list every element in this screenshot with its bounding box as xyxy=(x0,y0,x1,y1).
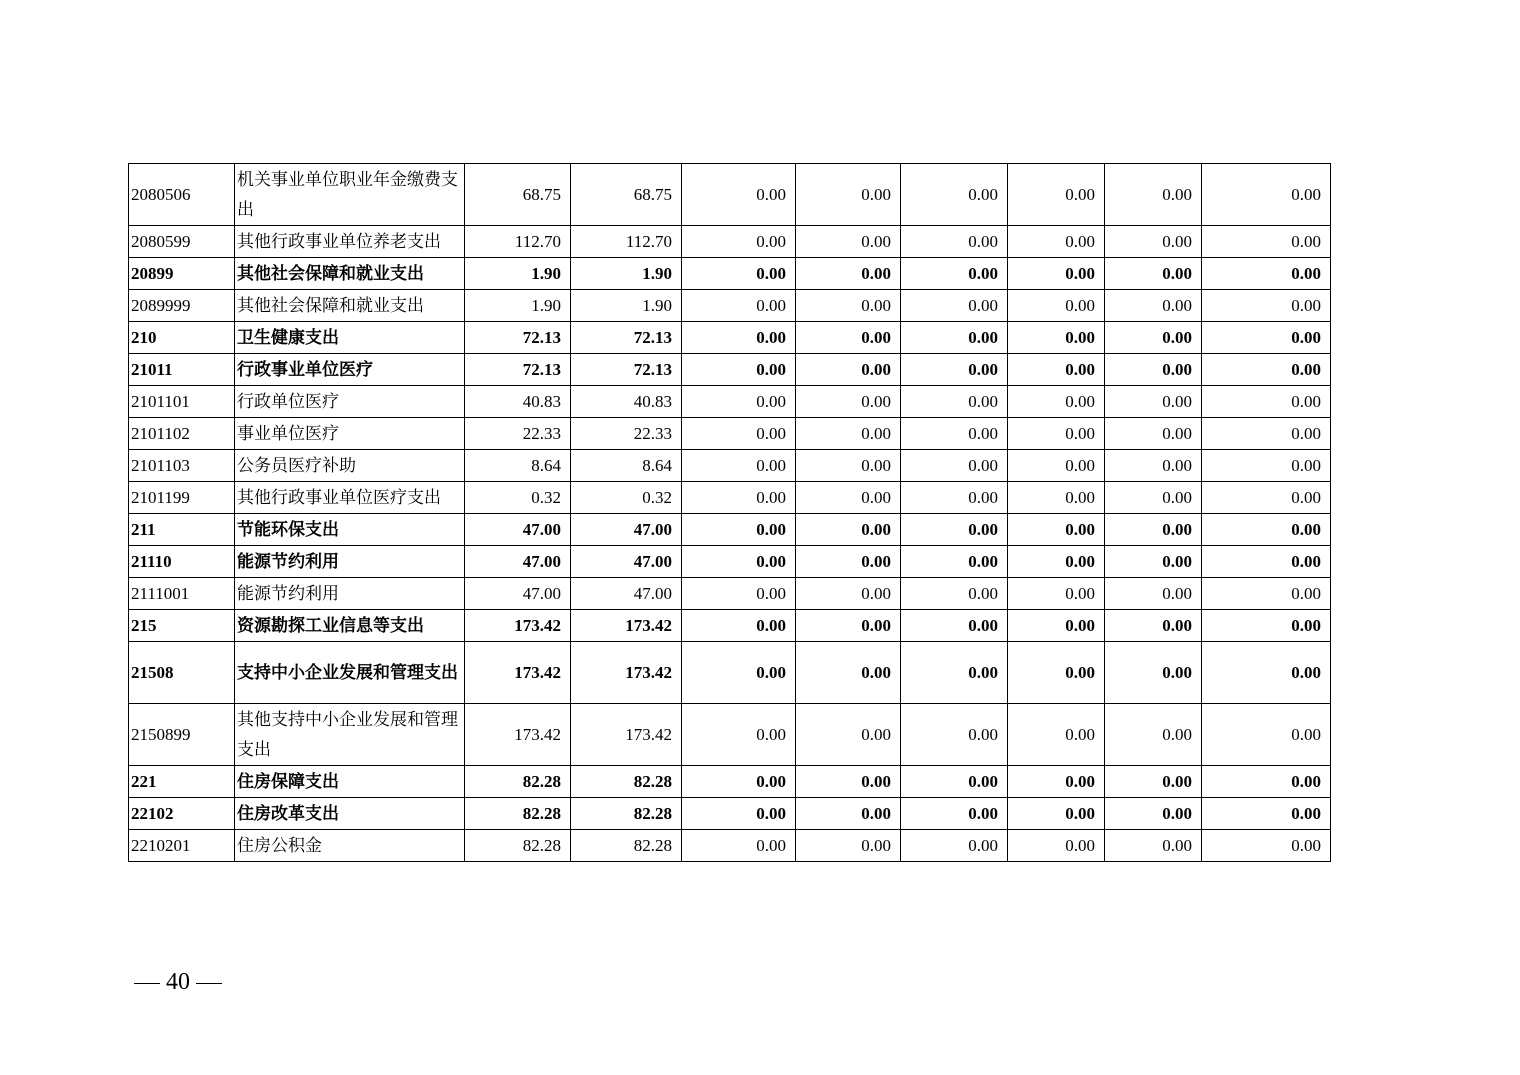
table-row xyxy=(129,226,1331,258)
cell-amount: 72.13 xyxy=(465,322,571,354)
cell-amount: 0.00 xyxy=(1105,482,1202,514)
cell-amount: 1.90 xyxy=(465,290,571,322)
cell-code: 2101102 xyxy=(129,418,235,450)
cell-amount: 0.00 xyxy=(796,642,901,704)
cell-amount: 0.00 xyxy=(901,514,1008,546)
cell-amount: 0.00 xyxy=(1105,766,1202,798)
cell-amount: 0.00 xyxy=(682,704,796,766)
cell-amount: 0.00 xyxy=(796,546,901,578)
cell-amount: 0.00 xyxy=(682,830,796,862)
cell-amount: 0.00 xyxy=(901,418,1008,450)
table-row xyxy=(129,386,1331,418)
cell-amount: 0.00 xyxy=(1202,514,1331,546)
cell-name: 卫生健康支出 xyxy=(235,322,465,354)
cell-code: 2089999 xyxy=(129,290,235,322)
table-row xyxy=(129,164,1331,226)
cell-code: 2101101 xyxy=(129,386,235,418)
cell-amount: 0.00 xyxy=(682,482,796,514)
cell-amount: 0.00 xyxy=(1105,354,1202,386)
table-row xyxy=(129,514,1331,546)
cell-amount: 0.00 xyxy=(796,482,901,514)
cell-name: 机关事业单位职业年金缴费支出 xyxy=(235,164,465,226)
cell-amount: 0.00 xyxy=(682,354,796,386)
table-row xyxy=(129,290,1331,322)
cell-amount: 0.00 xyxy=(796,226,901,258)
cell-amount: 0.00 xyxy=(1008,514,1105,546)
cell-amount: 112.70 xyxy=(465,226,571,258)
cell-amount: 173.42 xyxy=(465,704,571,766)
cell-amount: 1.90 xyxy=(465,258,571,290)
cell-amount: 82.28 xyxy=(465,766,571,798)
cell-amount: 0.00 xyxy=(1008,578,1105,610)
cell-amount: 82.28 xyxy=(465,830,571,862)
cell-amount: 0.00 xyxy=(1008,704,1105,766)
cell-amount: 0.00 xyxy=(796,766,901,798)
table-row xyxy=(129,258,1331,290)
cell-amount: 0.00 xyxy=(1202,418,1331,450)
cell-amount: 0.00 xyxy=(796,258,901,290)
cell-name: 其他社会保障和就业支出 xyxy=(235,258,465,290)
cell-amount: 0.00 xyxy=(1105,418,1202,450)
cell-name: 住房改革支出 xyxy=(235,798,465,830)
cell-code: 2150899 xyxy=(129,704,235,766)
cell-amount: 0.00 xyxy=(682,766,796,798)
cell-code: 210 xyxy=(129,322,235,354)
cell-amount: 40.83 xyxy=(571,386,682,418)
cell-amount: 0.00 xyxy=(1105,322,1202,354)
page-number: 40 xyxy=(166,969,190,995)
cell-amount: 1.90 xyxy=(571,258,682,290)
cell-code: 2080599 xyxy=(129,226,235,258)
cell-amount: 72.13 xyxy=(571,354,682,386)
cell-code: 22102 xyxy=(129,798,235,830)
cell-amount: 47.00 xyxy=(465,578,571,610)
cell-amount: 0.00 xyxy=(1008,482,1105,514)
cell-amount: 0.00 xyxy=(1008,354,1105,386)
cell-amount: 0.00 xyxy=(1008,798,1105,830)
cell-amount: 0.00 xyxy=(1202,704,1331,766)
cell-amount: 0.00 xyxy=(1105,578,1202,610)
cell-amount: 0.00 xyxy=(1202,258,1331,290)
budget-table xyxy=(128,163,1331,862)
cell-amount: 0.00 xyxy=(901,164,1008,226)
cell-amount: 82.28 xyxy=(571,766,682,798)
cell-amount: 72.13 xyxy=(571,322,682,354)
cell-amount: 82.28 xyxy=(571,830,682,862)
cell-amount: 0.00 xyxy=(796,798,901,830)
cell-code: 2210201 xyxy=(129,830,235,862)
footer-dash-right xyxy=(196,983,222,984)
cell-amount: 0.00 xyxy=(682,258,796,290)
cell-amount: 0.00 xyxy=(796,830,901,862)
cell-amount: 82.28 xyxy=(465,798,571,830)
cell-name: 能源节约利用 xyxy=(235,578,465,610)
cell-amount: 0.00 xyxy=(796,514,901,546)
cell-amount: 0.00 xyxy=(682,418,796,450)
cell-amount: 8.64 xyxy=(465,450,571,482)
cell-amount: 0.00 xyxy=(796,386,901,418)
cell-amount: 68.75 xyxy=(571,164,682,226)
cell-amount: 0.00 xyxy=(901,766,1008,798)
cell-amount: 0.00 xyxy=(1202,610,1331,642)
cell-amount: 0.00 xyxy=(1202,354,1331,386)
cell-amount: 0.00 xyxy=(1105,610,1202,642)
cell-amount: 0.00 xyxy=(682,322,796,354)
cell-amount: 0.00 xyxy=(1202,386,1331,418)
cell-amount: 173.42 xyxy=(571,642,682,704)
cell-name: 其他社会保障和就业支出 xyxy=(235,290,465,322)
cell-amount: 68.75 xyxy=(465,164,571,226)
cell-amount: 0.00 xyxy=(1105,450,1202,482)
cell-amount: 0.00 xyxy=(1008,386,1105,418)
cell-amount: 0.00 xyxy=(796,418,901,450)
table-body xyxy=(129,164,1331,862)
cell-amount: 0.00 xyxy=(1105,704,1202,766)
cell-code: 21110 xyxy=(129,546,235,578)
cell-code: 2080506 xyxy=(129,164,235,226)
table-row xyxy=(129,642,1331,704)
cell-amount: 47.00 xyxy=(571,514,682,546)
cell-amount: 0.00 xyxy=(1008,258,1105,290)
cell-name: 行政事业单位医疗 xyxy=(235,354,465,386)
cell-code: 2101199 xyxy=(129,482,235,514)
cell-amount: 0.00 xyxy=(901,798,1008,830)
cell-name: 公务员医疗补助 xyxy=(235,450,465,482)
table-row xyxy=(129,830,1331,862)
cell-code: 2111001 xyxy=(129,578,235,610)
cell-amount: 0.00 xyxy=(1105,226,1202,258)
cell-amount: 0.00 xyxy=(1202,164,1331,226)
cell-amount: 0.00 xyxy=(682,546,796,578)
cell-amount: 0.32 xyxy=(571,482,682,514)
cell-amount: 0.00 xyxy=(1105,830,1202,862)
cell-amount: 0.00 xyxy=(796,290,901,322)
cell-amount: 47.00 xyxy=(465,546,571,578)
cell-amount: 0.00 xyxy=(1105,798,1202,830)
cell-amount: 0.00 xyxy=(1008,610,1105,642)
cell-amount: 0.00 xyxy=(796,450,901,482)
table-row xyxy=(129,418,1331,450)
cell-amount: 0.00 xyxy=(1202,642,1331,704)
cell-amount: 72.13 xyxy=(465,354,571,386)
cell-amount: 0.00 xyxy=(1202,290,1331,322)
cell-code: 20899 xyxy=(129,258,235,290)
cell-amount: 22.33 xyxy=(465,418,571,450)
cell-amount: 0.00 xyxy=(682,514,796,546)
table-row xyxy=(129,450,1331,482)
cell-name: 事业单位医疗 xyxy=(235,418,465,450)
cell-amount: 0.00 xyxy=(682,164,796,226)
cell-code: 221 xyxy=(129,766,235,798)
cell-code: 21011 xyxy=(129,354,235,386)
cell-code: 215 xyxy=(129,610,235,642)
cell-amount: 0.00 xyxy=(1202,482,1331,514)
cell-amount: 0.00 xyxy=(901,290,1008,322)
cell-amount: 0.00 xyxy=(1202,546,1331,578)
cell-amount: 0.00 xyxy=(682,798,796,830)
cell-name: 其他行政事业单位医疗支出 xyxy=(235,482,465,514)
cell-amount: 47.00 xyxy=(571,546,682,578)
table-row xyxy=(129,322,1331,354)
cell-amount: 0.00 xyxy=(1008,450,1105,482)
cell-amount: 0.00 xyxy=(1105,290,1202,322)
cell-amount: 0.00 xyxy=(901,610,1008,642)
cell-amount: 1.90 xyxy=(571,290,682,322)
cell-amount: 82.28 xyxy=(571,798,682,830)
cell-amount: 47.00 xyxy=(571,578,682,610)
cell-amount: 0.00 xyxy=(682,386,796,418)
cell-amount: 0.00 xyxy=(682,290,796,322)
cell-amount: 0.00 xyxy=(901,642,1008,704)
cell-name: 支持中小企业发展和管理支出 xyxy=(235,642,465,704)
cell-amount: 0.00 xyxy=(1105,514,1202,546)
cell-amount: 0.00 xyxy=(1008,226,1105,258)
table-row xyxy=(129,546,1331,578)
cell-amount: 0.00 xyxy=(682,226,796,258)
cell-name: 节能环保支出 xyxy=(235,514,465,546)
cell-amount: 0.00 xyxy=(1105,258,1202,290)
cell-amount: 0.32 xyxy=(465,482,571,514)
cell-amount: 0.00 xyxy=(901,546,1008,578)
cell-amount: 0.00 xyxy=(1008,766,1105,798)
cell-amount: 0.00 xyxy=(1008,322,1105,354)
cell-amount: 0.00 xyxy=(682,610,796,642)
cell-amount: 112.70 xyxy=(571,226,682,258)
cell-amount: 0.00 xyxy=(901,704,1008,766)
page-footer xyxy=(128,965,228,999)
cell-amount: 0.00 xyxy=(682,578,796,610)
cell-amount: 173.42 xyxy=(465,610,571,642)
cell-amount: 0.00 xyxy=(901,322,1008,354)
cell-amount: 0.00 xyxy=(1105,546,1202,578)
cell-amount: 173.42 xyxy=(571,610,682,642)
cell-amount: 8.64 xyxy=(571,450,682,482)
cell-amount: 0.00 xyxy=(796,578,901,610)
cell-amount: 173.42 xyxy=(571,704,682,766)
cell-amount: 173.42 xyxy=(465,642,571,704)
cell-amount: 0.00 xyxy=(682,450,796,482)
cell-amount: 0.00 xyxy=(682,642,796,704)
cell-amount: 0.00 xyxy=(901,258,1008,290)
table-row xyxy=(129,766,1331,798)
cell-amount: 0.00 xyxy=(1008,546,1105,578)
cell-amount: 0.00 xyxy=(1202,450,1331,482)
cell-amount: 0.00 xyxy=(1008,290,1105,322)
cell-amount: 0.00 xyxy=(1008,418,1105,450)
cell-name: 住房保障支出 xyxy=(235,766,465,798)
cell-amount: 0.00 xyxy=(796,354,901,386)
footer-dash-left xyxy=(134,983,160,984)
cell-amount: 0.00 xyxy=(1202,578,1331,610)
table-row xyxy=(129,704,1331,766)
cell-amount: 0.00 xyxy=(1202,766,1331,798)
cell-code: 21508 xyxy=(129,642,235,704)
cell-amount: 0.00 xyxy=(1105,164,1202,226)
cell-amount: 0.00 xyxy=(796,610,901,642)
cell-amount: 40.83 xyxy=(465,386,571,418)
cell-amount: 0.00 xyxy=(901,578,1008,610)
cell-amount: 0.00 xyxy=(1008,830,1105,862)
cell-amount: 47.00 xyxy=(465,514,571,546)
cell-amount: 0.00 xyxy=(1202,798,1331,830)
cell-amount: 0.00 xyxy=(1008,642,1105,704)
cell-name: 住房公积金 xyxy=(235,830,465,862)
cell-amount: 0.00 xyxy=(901,386,1008,418)
cell-amount: 22.33 xyxy=(571,418,682,450)
cell-amount: 0.00 xyxy=(901,482,1008,514)
cell-name: 资源勘探工业信息等支出 xyxy=(235,610,465,642)
cell-amount: 0.00 xyxy=(901,226,1008,258)
cell-code: 2101103 xyxy=(129,450,235,482)
cell-amount: 0.00 xyxy=(1008,164,1105,226)
table-row xyxy=(129,798,1331,830)
cell-amount: 0.00 xyxy=(1202,322,1331,354)
cell-amount: 0.00 xyxy=(1202,226,1331,258)
cell-amount: 0.00 xyxy=(796,322,901,354)
table-row xyxy=(129,578,1331,610)
cell-name: 行政单位医疗 xyxy=(235,386,465,418)
cell-code: 211 xyxy=(129,514,235,546)
cell-amount: 0.00 xyxy=(1105,386,1202,418)
cell-name: 其他支持中小企业发展和管理支出 xyxy=(235,704,465,766)
cell-amount: 0.00 xyxy=(1202,830,1331,862)
cell-amount: 0.00 xyxy=(1105,642,1202,704)
table-row xyxy=(129,354,1331,386)
table-row xyxy=(129,482,1331,514)
cell-amount: 0.00 xyxy=(796,704,901,766)
table-row xyxy=(129,610,1331,642)
cell-amount: 0.00 xyxy=(901,354,1008,386)
cell-amount: 0.00 xyxy=(901,450,1008,482)
cell-amount: 0.00 xyxy=(796,164,901,226)
cell-name: 能源节约利用 xyxy=(235,546,465,578)
cell-amount: 0.00 xyxy=(901,830,1008,862)
cell-name: 其他行政事业单位养老支出 xyxy=(235,226,465,258)
